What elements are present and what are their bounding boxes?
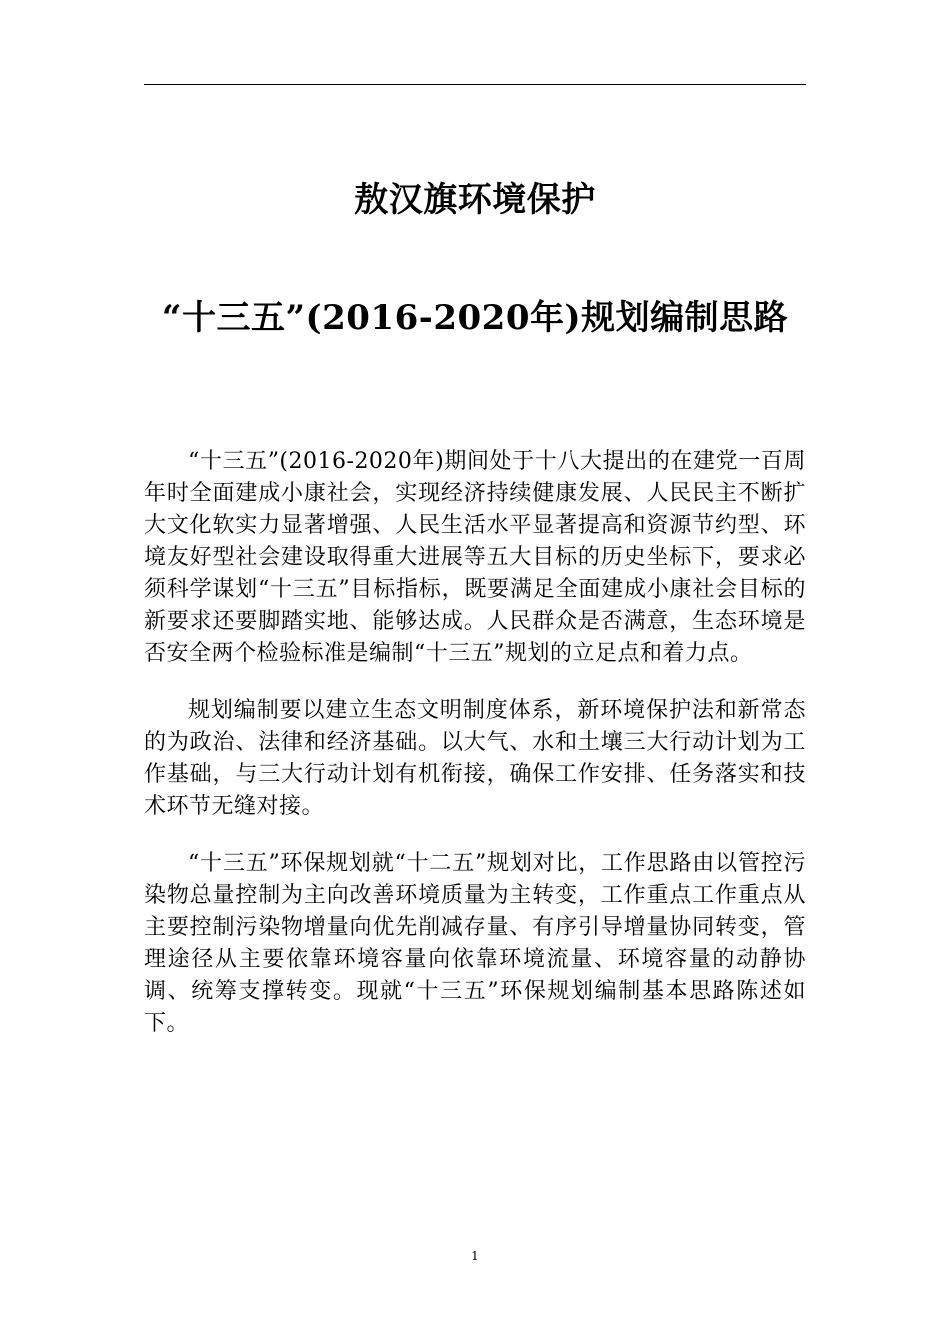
page-number: 1 (471, 1249, 479, 1263)
paragraph-1: “十三五”(2016-2020年)期间处于十八大提出的在建党一百周年时全面建成小康社会，实现经济持续健康发展、人民民主不断扩大文化软实力显著增强、人民生活水平显著提高和资源节约型、环境友好型社会建设取得重大进展等五大目标的历史坐标下，要求必须科学谋划“十三五”目标指标，既要满足全面建成小康社会目标的新要求还要脚踏实地、能够达成。人民群众是否满意，生态环境是否安全两个检验标准是编制“十三五”规划的立足点和着力点。 (144, 449, 806, 666)
document-title-line-2: “十三五”(2016-2020年)规划编制思路 (161, 298, 789, 338)
header-rule (144, 84, 806, 85)
paragraph-3: “十三五”环保规划就“十二五”规划对比，工作思路由以管控污染物总量控制为主向改善环境质量为主转变，工作重点工作重点从主要控制污染物增量向优先削减存量、有序引导增量协同转变，管理途径从主要依靠环境容量向依靠环境流量、环境容量的动静协调、统筹支撑转变。现就“十三五”环保规划编制基本思路陈述如下。 (144, 851, 806, 1036)
document-title-line-1: 敖汉旗环境保护 (354, 180, 596, 220)
paragraph-2: 规划编制要以建立生态文明制度体系，新环境保护法和新常态的为政治、法律和经济基础。以大气、水和土壤三大行动计划为工作基础，与三大行动计划有机衔接，确保工作安排、任务落实和技术环节无缝对接。 (144, 698, 806, 819)
document-body (144, 446, 806, 1040)
